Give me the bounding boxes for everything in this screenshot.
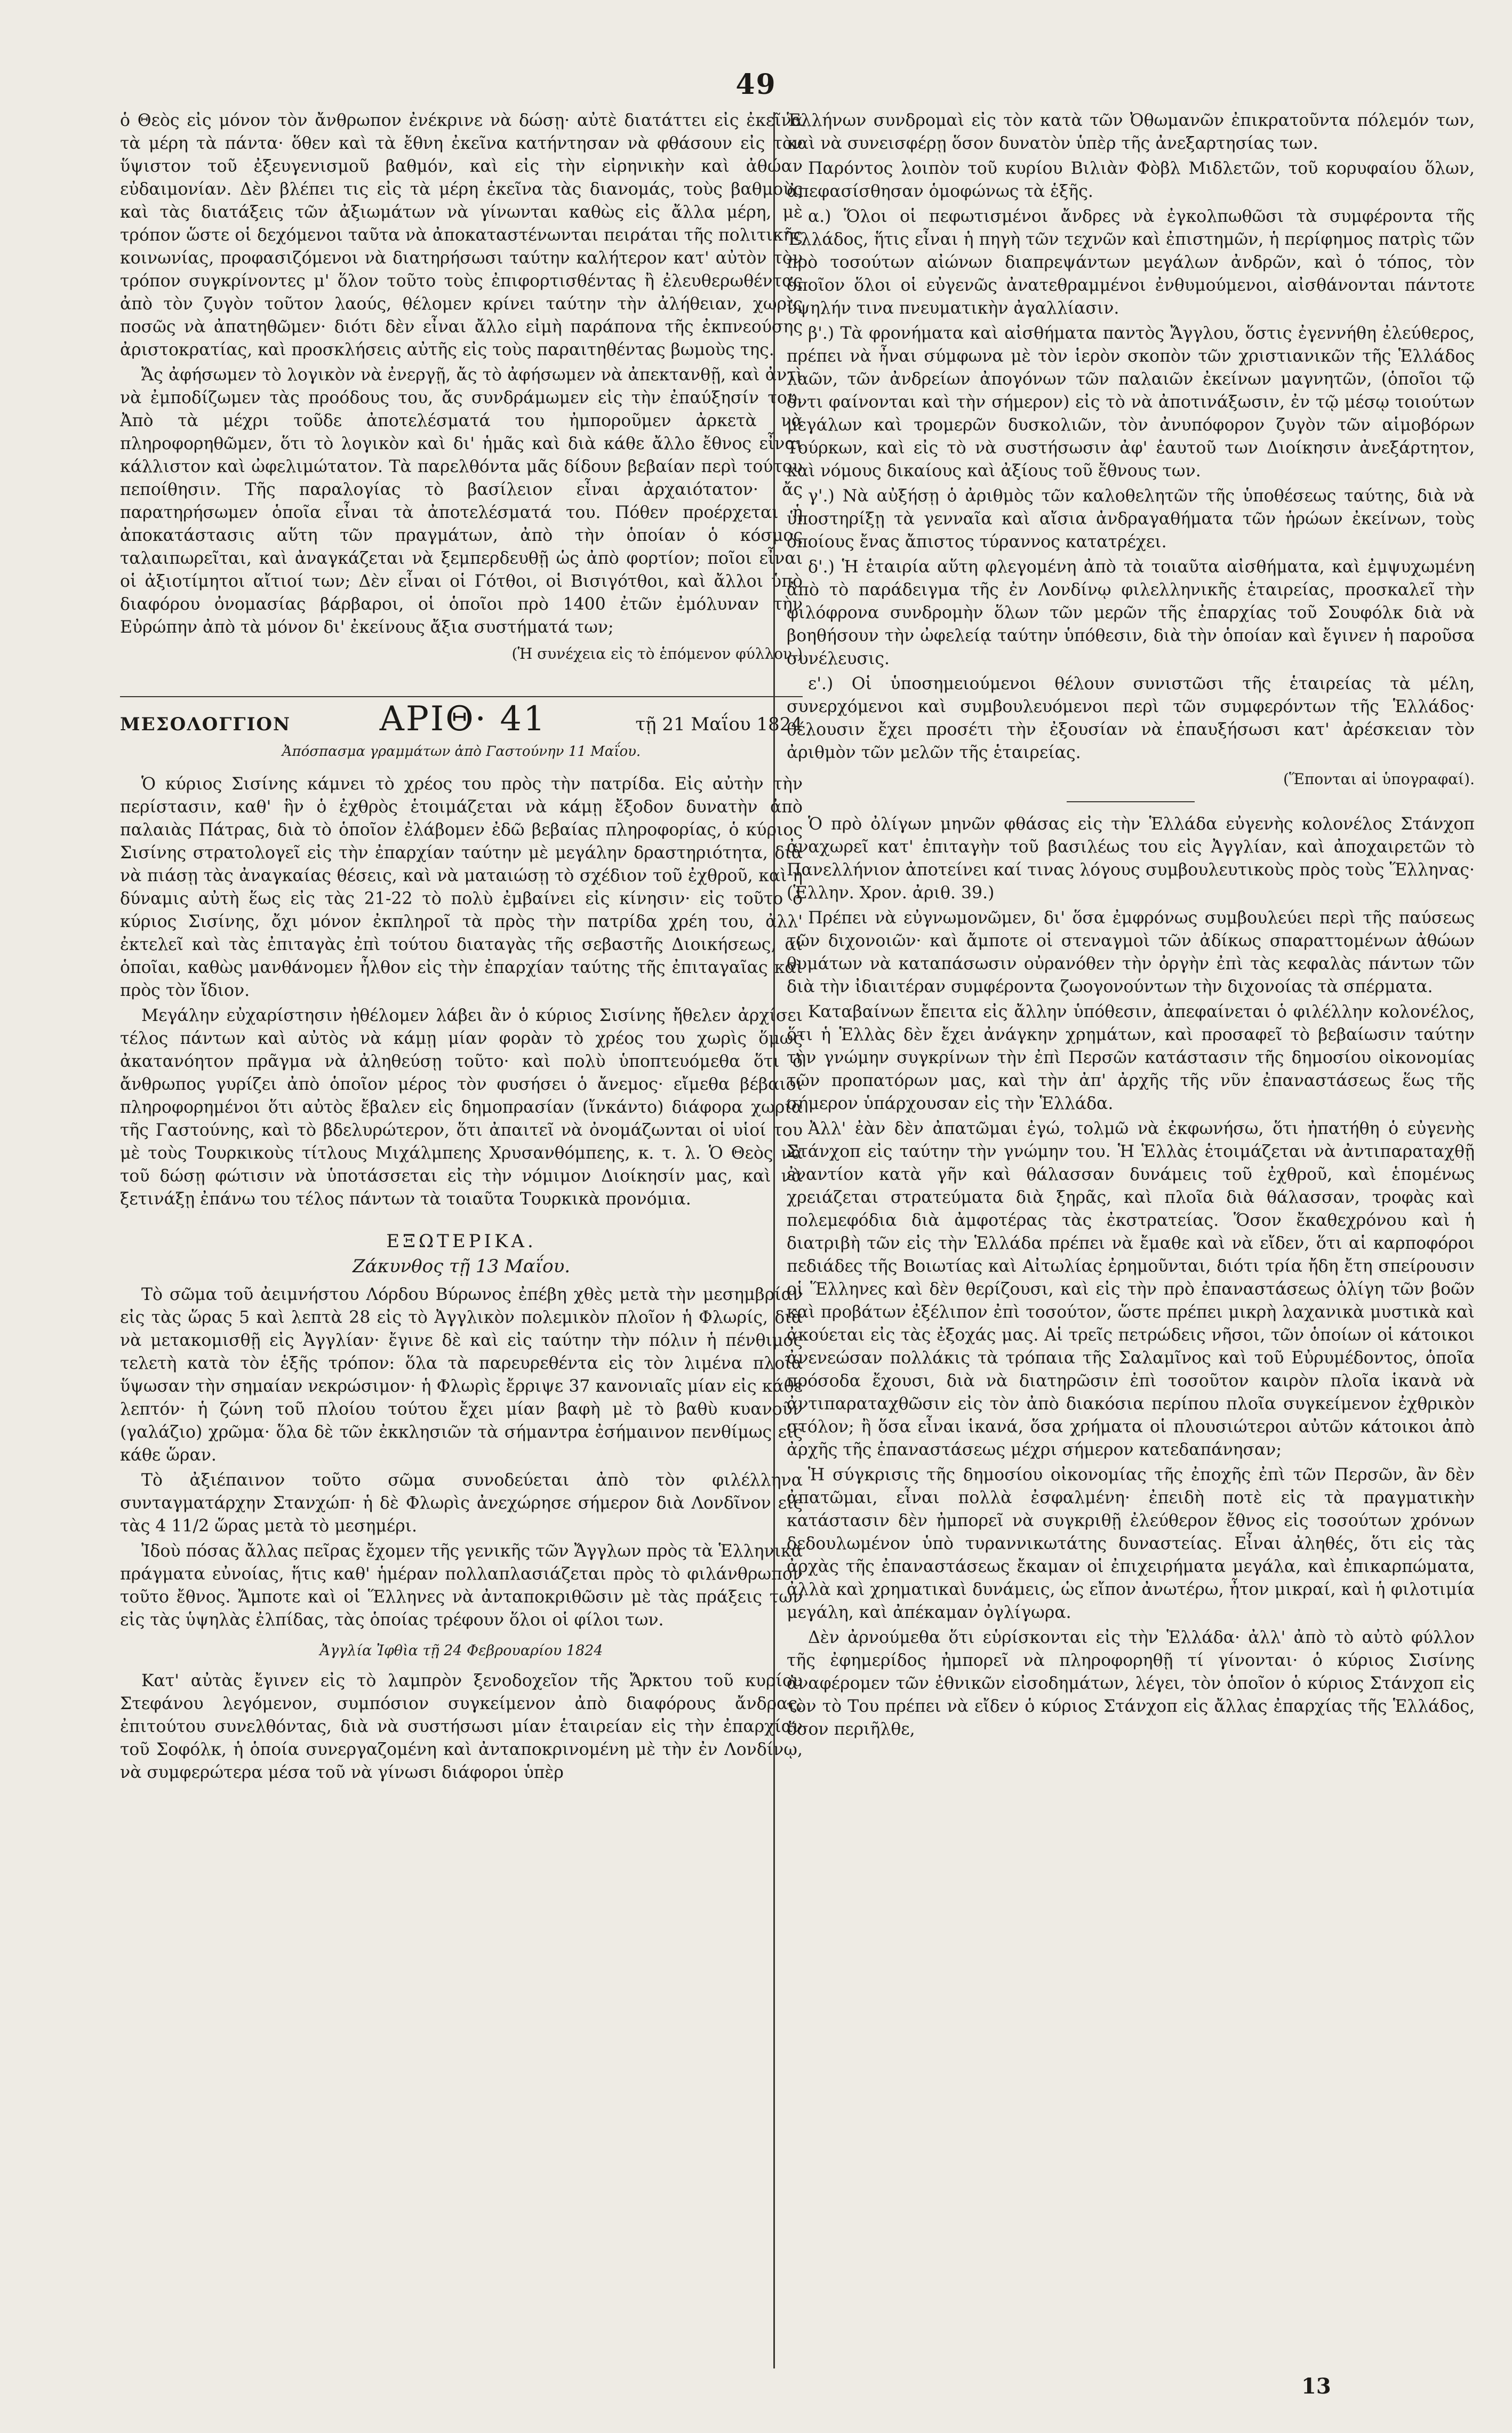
article-paragraph: Τὸ σῶμα τοῦ ἀειμνήστου Λόρδου Βύρωνος ἐπέβη χθὲς μετὰ τὴν μεσημβρίαν εἰς τὰς ὥρας 5 καὶ λεπτὰ 28 εἰς τὸ Ἀγγλικὸν πολεμικὸν πλοῖον ἡ Φλωρίς, διὰ νὰ μετακομισθῇ εἰς Ἀγγλίαν· ἔγινε δὲ καὶ εἰς ταύτην τὴν πόλιν ἡ πένθιμος τελετὴ κατὰ τὸν ἑξῆς τρόπον: ὅλα τὰ παρευρεθέντα εἰς τὸν λιμένα πλοῖα ὕψωσαν τὴν σημαίαν νεκρώσιμον· ἡ Φλωρὶς ἔρριψε 37 κανονιαῖς μίαν εἰς κάθε λεπτόν· ἡ ζώνη τοῦ πλοίου τούτου ἔχει μίαν βαφὴ μὲ τὸ βαθὺ κυανοῦν (γαλάζιο) χρῶμα· ὅλα δὲ τῶν ἐκκλησιῶν τὰ σήμαντρα ἐσήμαινον πενθίμως εἰς κάθε ὥραν. [120, 1285, 803, 1465]
article-paragraph: Μεγάλην εὐχαρίστησιν ἠθέλομεν λάβει ἂν ὁ κύριος Σισίνης ἤθελεν ἀρχίσει τέλος πάντων καὶ αὐτὸς νὰ κάμῃ μίαν φορὰν τὸ χρέος του χωρὶς ὅμως ἀκατανόητον πρᾶγμα νὰ ἀληθεύσῃ τοῦτο· καὶ πολὺ ὑποπτευόμεθα ὅτι ὁ ἄνθρωπος γυρίζει ἀπὸ ὁποῖον μέρος τὸν φυσήσει ὁ ἄνεμος· εἴμεθα βέβαιοι πληροφορημένοι ὅτι αὐτὸς ἔβαλεν εἰς δημοπρασίαν (ἴνκάντο) διάφορα χωρία τῆς Γαστούνης, καὶ τὸ βδελυρώτερον, ὅτι ἀπαιτεῖ νὰ ὀνομάζωνται οἱ υἱοί του μὲ τοὺς Τουρκικοὺς τίτλους Μιχάλμπεης Χρυσανθόμπεης, κ. τ. λ. Ὁ Θεὸς νὰ τοῦ δώσῃ φώτισιν νὰ ὑποτάσσεται εἰς τὴν νόμιμον Διοίκησίν μας, καὶ νὰ ξετινάξῃ ἐπάνω του τέλος πάντων τὰ τοιαῦτα Τουρκικὰ προνόμια. [120, 1006, 803, 1209]
article-paragraph: Κατ' αὐτὰς ἔγινεν εἰς τὸ λαμπρὸν ξενοδοχεῖον τῆς Ἄρκτου τοῦ κυρίου Στεφάνου λεγόμενον, συμπόσιον συγκείμενον ἀπὸ διαφόρους ἄνδρας, ἐπιτούτου συνελθόντας, διὰ νὰ συστήσωσι μίαν ἑταιρείαν εἰς τὴν ἐπαρχίαν τοῦ Σοφόλκ, ἡ ὁποία συνεργαζομένη καὶ ἀνταποκρινομένη μὲ τὴν ἐν Λονδίνῳ, νὰ συμφερώτερα μέσα τοῦ νὰ γίνωσι διάφοροι ὑπὲρ [120, 1671, 803, 1782]
signatures-note: (Ἕπονται αἱ ὑπογραφαί). [1283, 770, 1475, 788]
subheading: Ἀγγλία Ἰφθὶα τῇ 24 Φεβρουαρίου 1824 [319, 1642, 603, 1659]
article-paragraph: α.) Ὅλοι οἱ πεφωτισμένοι ἄνδρες νὰ ἐγκολπωθῶσι τὰ συμφέροντα τῆς Ἑλλάδος, ἥτις εἶναι ἡ πηγὴ τῶν τεχνῶν καὶ ἐπιστημῶν, ἡ περίφημος πατρὶς τῶν πρὸ τοσούτων αἰώνων διαπρεψάντων μεγάλων ἀνδρῶν, καὶ ὁ τόπος, τὸν ὁποῖον ὅλοι οἱ εὐγενῶς ἀνατεθραμμένοι ἐνθυμούμενοι, αἰσθάνονται πάντοτε ὑψηλήν τινα πνευματικὴν ἀγαλλίασιν. [787, 207, 1475, 318]
article-paragraph: Ἄς ἀφήσωμεν τὸ λογικὸν νὰ ἐνεργῇ, ἄς τὸ ἀφήσωμεν νὰ ἀπεκτανθῇ, καὶ ἀντὶ νὰ ἐμποδίζωμεν τὰς προόδους του, ἄς συνδράμωμεν εἰς τὴν ἐπαύξησίν του. Ἀπὸ τὰ μέχρι τοῦδε ἀποτελέσματά του ἠμποροῦμεν ἀρκετὰ νὰ πληροφορηθῶμεν, ὅτι τὸ λογικὸν καὶ δι' ἡμᾶς καὶ διὰ κάθε ἄλλο ἔθνος εἶναι κάλλιστον καὶ ὠφελιμώτατον. Τὰ παρελθόντα μᾶς δίδουν βεβαίαν περὶ τούτου πεποίθησιν. Τῆς παραλογίας τὸ βασίλειον εἶναι ἀρχαιότατον· ἄς παρατηρήσωμεν ὁποῖα εἶναι τὰ ἀποτελέσματά του. Πόθεν προέρχεται ἡ ἀποκατάστασις αὕτη τῶν πραγμάτων, ἀπὸ τὴν ὁποίαν ὁ κόσμος ταλαιπωρεῖται, καὶ ἀναγκάζεται νὰ ξεμπερδευθῇ ὡς ἀπὸ φορτίον; ποῖοι εἶναι οἱ ἀξιοτίμητοι αἴτιοί των; Δὲν εἶναι οἱ Γότθοι, οἱ Βισιγότθοι, καὶ ἄλλοι ὑπὸ διαφόρου ὀνομασίας βάρβαροι, οἱ ὁποῖοι πρὸ 1400 ἐτῶν ἐμόλυναν τὴν Εὐρώπην ἀπὸ τὰ μόνον δι' ἐκείνους ἄξια συστήματά των; [120, 365, 803, 637]
footer-number: 13 [1301, 2374, 1331, 2399]
continuation-note: (Ἡ συνέχεια εἰς τὸ ἑπόμενον φύλλον.) [511, 645, 803, 663]
masthead-subtitle: Ἀπόσπασμα γραμμάτων ἀπὸ Γαστούνην 11 Μαΐου. [282, 744, 641, 760]
page-number: 49 [735, 68, 777, 101]
masthead-city: ΜΕΣΟΛΟΓΓΙΟΝ [120, 714, 291, 735]
article-paragraph: Ἀλλ' ἐὰν δὲν ἀπατῶμαι ἐγώ, τολμῶ νὰ ἐκφωνήσω, ὅτι ἠπατήθη ὁ εὐγενὴς Στάνχοπ εἰς ταύτην τὴν γνώμην του. Ἡ Ἑλλὰς ἑτοιμάζεται νὰ ἀντιπαραταχθῇ ἐναντίον κατὰ γῆν καὶ θάλασσαν δυνάμεις τοῦ ἐχθροῦ, καὶ ἑπομένως χρειάζεται στρατεύματα διὰ ξηρᾶς, καὶ πλοῖα διὰ θάλασσαν, τροφὰς καὶ πολεμεφόδια διὰ ἀμφοτέρας τὰς ἐκστρατείας. Ὅσον ἔκαθεχρόνου καὶ ἡ διατριβὴ τῶν εἰς τὴν Ἑλλάδα πρέπει νὰ ἔμαθε καὶ νὰ εἴδεν, ὅτι αἱ καρποφόροι πεδιάδες τῆς Βοιωτίας καὶ Αἰτωλίας ἐρημοῦνται, διότι τρία ἤδη ἔτη σπείρουσιν οἱ Ἕλληνες καὶ δὲν θερίζουσι, καὶ εἰς τὴν πρὸ ἐπαναστάσεως ὁλίγη τῶν βοῶν καὶ προβάτων ἐξέλιπον ἐπὶ τοσούτον, ὥστε πρέπει μικρὴ λαχανικὰ μυστικὰ καὶ ἀκούεται εἰς τὰς ἐξοχάς μας. Αἱ τρεῖς πετρώδεις νῆσοι, τῶν ὁποίων οἱ κάτοικοι ἀνενεώσαν πολλάκις τὰ τρόπαια τῆς Σαλαμῖνος καὶ τοῦ Εὐρυμέδοντος, ὁποῖα πρόσοδα ἔχουσι, διὰ νὰ διατηρῶσιν ἐπὶ τοσοῦτον καιρὸν πλοῖα ἱκανὰ νὰ ἀντιπαραταχθῶσιν εἰς τὸν ἀπὸ διακόσια περίπου πλοῖα συγκείμενον ἐχθρικὸν στόλον; ἢ ὅσα εἶναι ἱκανά, ὅσα χρήματα οἱ πλουσιώτεροι αὐτῶν κάτοικοι ἀπὸ ἀρχῆς τῆς ἐπαναστάσεως μέχρι σήμερον κατεδαπάνησαν; [787, 1119, 1475, 1459]
article-paragraph: Ὁ πρὸ ὀλίγων μηνῶν φθάσας εἰς τὴν Ἑλλάδα εὐγενὴς κολονέλος Στάνχοπ ἀναχωρεῖ κατ' ἐπιταγὴν τοῦ βασιλέως του εἰς Ἀγγλίαν, καὶ ἀποχαιρετῶν τὸ Πανελλήνιον ἀποτείνει καί τινας λόγους συμβουλευτικοὺς πρὸς τοὺς Ἕλληνας· (Ἑλλην. Χρον. ἀριθ. 39.) [787, 815, 1475, 903]
article-paragraph: Παρόντος λοιπὸν τοῦ κυρίου Βιλιὰν Φὸβλ Μιδλετῶν, τοῦ κορυφαίου ὅλων, ἀπεφασίσθησαν ὁμοφώνως τὰ ἑξῆς. [787, 159, 1475, 201]
article-paragraph: Ἡ σύγκρισις τῆς δημοσίου οἰκονομίας τῆς ἐποχῆς ἐπὶ τῶν Περσῶν, ἂν δὲν ἀπατῶμαι, εἶναι πολλὰ ἐσφαλμένη· ἐπειδὴ ποτὲ εἰς τὰ πραγματικὴν κατάστασιν δὲν ἠμπορεῖ νὰ συγκριθῇ ἐλεύθερον ἔθνος εἰς τοσούτων χρόνων δεδουλωμένον ὑπὸ τυραννικωτάτης δυναστείας. Εἶναι ἀληθές, ὅτι εἰς τὰς ἀρχὰς τῆς ἐπαναστάσεως ἔκαμαν οἱ ἐπιχειρήματα μεγάλα, καὶ ἐπικαρπώματα, ἀλλὰ καὶ χρηματικαὶ δυνάμεις, ὡς εἴπον ἀνωτέρω, ἦτον μικραί, καὶ ἡ φιλοτιμία μεγάλη, καὶ ἀπέκαμαν ὀγλίγωρα. [787, 1465, 1475, 1622]
article-paragraph: Ἰδοὺ πόσας ἄλλας πεῖρας ἔχομεν τῆς γενικῆς τῶν Ἄγγλων πρὸς τὰ Ἑλληνικὰ πράγματα εὐνοίας, ἥτις καθ' ἡμέραν πολλαπλασιάζεται πρὸς τὸ φιλάνθρωπον τοῦτο ἔθνος. Ἄμποτε καὶ οἱ Ἕλληνες νὰ ἀνταποκριθῶσιν μὲ τὰς πράξεις των εἰς τὰς ὑψηλὰς ἐλπίδας, τὰς ὁποίας τρέφουν ὅλοι οἱ φίλοι των. [120, 1542, 803, 1630]
article-paragraph: ὁ Θεὸς εἰς μόνον τὸν ἄνθρωπον ἐνέκρινε νὰ δώσῃ· αὐτὲ διατάττει εἰς ἐκεῖνα τὰ μέρη τὰ πάντα· ὅθεν καὶ τὰ ἔθνη ἐκεῖνα κατήντησαν νὰ φθάσουν εἰς τὸν ὕψιστον τοῦ ἐξευγενισμοῦ βαθμόν, καὶ εἰς τὴν εἰρηνικὴν καὶ ἀθώαν εὐδαιμονίαν. Δὲν βλέπει τις εἰς τὰ μέρη ἐκεῖνα τὰς διανομάς, τοὺς βαθμοὺς καὶ τὰς διατάξεις τῶν ἀξιωμάτων νὰ γίνωνται καθὼς εἰς ἄλλα μέρη, μὲ τρόπον ὥστε οἱ δεχόμενοι ταῦτα νὰ ἀποκαταστένωνται πειράται τῆς πολιτικῆς κοινωνίας, προφασιζόμενοι νὰ διατηρήσωσι ταύτην καλήτερον κατ' αὐτὸν τὸν τρόπον συγκρίνοντες μ' ὅλον τοῦτο τοὺς ἐπιφορτισθέντας ἢ ἐλευθερωθέντας ἀπὸ τὸν ζυγὸν τοῦτον λαούς, θέλομεν κρίνει ταύτην τὴν ἀλήθειαν, χωρὶς ποσῶς νὰ ἀπατηθῶμεν· διότι δὲν εἶναι ἄλλο εἰμὴ παράπονα τῆς ἐκπνεούσης ἀριστοκρατίας, καὶ προσκλήσεις αὐτῆς εἰς τοὺς παραιτηθέντας βωμοὺς της. [120, 111, 803, 360]
masthead [120, 696, 803, 739]
article-paragraph: Ἑλλήνων συνδρομαὶ εἰς τὸν κατὰ τῶν Ὀθωμανῶν ἐπικρατοῦντα πόλεμόν των, καὶ νὰ συνεισφέρῃ ὅσον δυνατὸν ὑπὲρ τῆς ἀνεξαρτησίας των. [787, 111, 1475, 153]
article-paragraph: γ'.) Νὰ αὐξήσῃ ὁ ἀριθμὸς τῶν καλοθελητῶν τῆς ὑποθέσεως ταύτης, διὰ νὰ ὑποστηρίξῃ τὰ γενναῖα καὶ αἴσια ἀνδραγαθήματα τῶν ἡρώων ἐκείνων, τοὺς ὁποίους ἔνας ἄπιστος τύραννος κατατρέχει. [787, 486, 1475, 552]
issue-date: τῇ 21 Μαΐου 1824 [635, 714, 803, 735]
dateline: Ζάκυνθος τῇ 13 Μαΐου. [352, 1256, 571, 1277]
article-paragraph: δ'.) Ἡ ἑταιρία αὕτη φλεγομένη ἀπὸ τὰ τοιαῦτα αἰσθήματα, καὶ ἐμψυχωμένη ἀπὸ τὸ παράδειγμα τῆς ἐν Λονδίνῳ φιλελληνικῆς ἑταιρείας, προσκαλεῖ τὴν φιλόφρονα συνδρομὴν ὅλων τῶν μερῶν τῆς ἐπαρχίας τοῦ Σουφόλκ διὰ νὰ βοηθήσουν τὴν ὠφελείᾳ ταύτην ὑπόθεσιν, διὰ τὴν ὁποίαν καὶ ἔγινεν ἡ παροῦσα συνέλευσις. [787, 557, 1475, 668]
article-paragraph: Καταβαίνων ἔπειτα εἰς ἄλλην ὑπόθεσιν, ἀπεφαίνεται ὁ φιλέλλην κολονέλος, ὅτι ἡ Ἑλλὰς δὲν ἔχει ἀνάγκην χρημάτων, καὶ προσαφεῖ τὸ βεβαίωσιν ταύτην τὴν γνώμην συγκρίνων τὴν ἐπὶ Περσῶν κατάστασιν τῆς δημοσίου οἰκονομίας τῶν προπατόρων μας, καὶ τὴν ἀπ' ἀρχῆς τῆς νῦν ἐπαναστάσεως ἕως τῆς σήμερον ὑπάρχουσαν εἰς τὴν Ἑλλάδα. [787, 1002, 1475, 1113]
article-paragraph: Ὁ κύριος Σισίνης κάμνει τὸ χρέος του πρὸς τὴν πατρίδα. Εἰς αὐτὴν τὴν περίστασιν, καθ' ἣν ὁ ἐχθρὸς ἑτοιμάζεται νὰ κάμῃ ἔξοδον δυνατὴν ἀπὸ παλαιὰς Πάτρας, διὰ τὸ ὁποῖον ἐλάβομεν ἐδῶ βεβαίας πληροφορίας, ὁ κύριος Σισίνης στρατολογεῖ εἰς τὴν ἐπαρχίαν ταύτην μὲ μεγάλην δραστηριότητα, διὰ νὰ πιάσῃ τὰς ἀναγκαίας θέσεις, καὶ νὰ ματαιώσῃ τὸ σχέδιον τοῦ ἐχθροῦ, καὶ ἡ δύναμις αὐτὴ ἕως εἰς τὰς 21-22 τὸ πολὺ ἐμβαίνει εἰς κίνησιν· εἰς τοῦτο ὁ κύριος Σισίνης, ὄχι μόνον ἐκπληροῖ τὰ πρὸς τὴν πατρίδα χρέη του, ἀλλ' ἐκτελεῖ καὶ τὰς ἐπιταγὰς ἐπὶ τούτου διαταγὰς τῆς σεβαστῆς Διοικήσεως, αἱ ὁποῖαι, καθὼς μανθάνομεν ἦλθον εἰς τὴν ἐπαρχίαν ταύτης τῆς ἐπιταγαῖας καὶ πρὸς τὸν ἴδιον. [120, 775, 803, 1000]
article-paragraph: Πρέπει νὰ εὐγνωμονῶμεν, δι' ὅσα ἐμφρόνως συμβουλεύει περὶ τῆς παύσεως τῶν διχονοιῶν· καὶ ἄμποτε οἱ στεναγμοὶ τῶν ἀδίκως σπαραττομένων ἀθώων θυμάτων νὰ καταπάσωσιν οὐρανόθεν τὴν ὀργὴν ἐπὶ τὰς κεφαλὰς πάντων τῶν διὰ τὴν ἰδιαιτέραν συμφέροντα ζωογονούντων τὴν διχονοίας τὰ σπέρματα. [787, 908, 1475, 996]
issue-number: ΑΡΙΘ· 41 [379, 699, 547, 739]
separator-rule [1067, 801, 1195, 802]
article-paragraph: β'.) Τὰ φρονήματα καὶ αἰσθήματα παντὸς Ἄγγλου, ὅστις ἐγεννήθη ἐλεύθερος, πρέπει νὰ ἦναι σύμφωνα μὲ τὸν ἱερὸν σκοπὸν τῶν χριστιανικῶν τῆς Ἑλλάδος λαῶν, τῶν ἀνδρείων ἀπογόνων τῶν παλαιῶν ἐκείνων μαγνητῶν, (ὁποῖοι τῷ ὄντι φαίνονται καὶ τὴν σήμερον) εἰς τὸ νὰ ἀποτινάξωσιν, ἐν τῷ μέσῳ τοιούτων μεγάλων καὶ τρομερῶν δυσκολιῶν, τὸν ἀνυπόφορον ζυγὸν τῶν αἱμοβόρων Τούρκων, καὶ εἰς τὸ νὰ συστήσωσιν ἀφ' ἑαυτοῦ των Διοίκησιν ἀνεξάρτητον, καὶ νόμους δικαίους καὶ ἀξίους τοῦ ἔθνους των. [787, 324, 1475, 481]
left-column [120, 109, 803, 1786]
article-paragraph: Δὲν ἀρνούμεθα ὅτι εὑρίσκονται εἰς τὴν Ἑλλάδα· ἀλλ' ἀπὸ τὸ αὐτὸ φύλλον τῆς ἐφημερίδος ἠμπορεῖ νὰ πληροφορηθῇ τί γίνονται· ὁ κύριος Σισίνης ἀναφέρομεν τῶν ἐθνικῶν εἰσοδημάτων, λέγει, τὸν ὁποῖον ὁ κύριος Στάνχοπ εἰς τὸν τὸ Του πρέπει νὰ εἴδεν ὁ κύριος Στάνχοπ εἰς ἄλλας ἐπαρχίας τῆς Ἑλλάδος, ὅσον περιῆλθε, [787, 1628, 1475, 1739]
section-title: ΕΞΩΤΕΡΙΚΑ. [386, 1231, 537, 1252]
article-paragraph: Τὸ ἀξιέπαινον τοῦτο σῶμα συνοδεύεται ἀπὸ τὸν φιλέλληνα συνταγματάρχην Στανχώπ· ἡ δὲ Φλωρὶς ἀνεχώρησε σήμερον διὰ Λονδῖνον εἰς τὰς 4 11/2 ὥρας μετὰ τὸ μεσημέρι. [120, 1471, 803, 1536]
right-column [787, 109, 1475, 1743]
article-paragraph: ε'.) Οἱ ὑποσημειούμενοι θέλουν συνιστῶσι τῆς ἑταιρείας τὰ μέλη, συνερχόμενοι καὶ συμβουλευόμενοι περὶ τῶν συμφερόντων τῆς Ἑλλάδος· θέλουσιν ἔχει προσέτι τὴν ἐξουσίαν νὰ ἐπαυξήσωσι κατ' ἀρέσκειαν τὸν ἀριθμὸν τῶν μελῶν τῆς ἑταιρείας. [787, 674, 1475, 762]
